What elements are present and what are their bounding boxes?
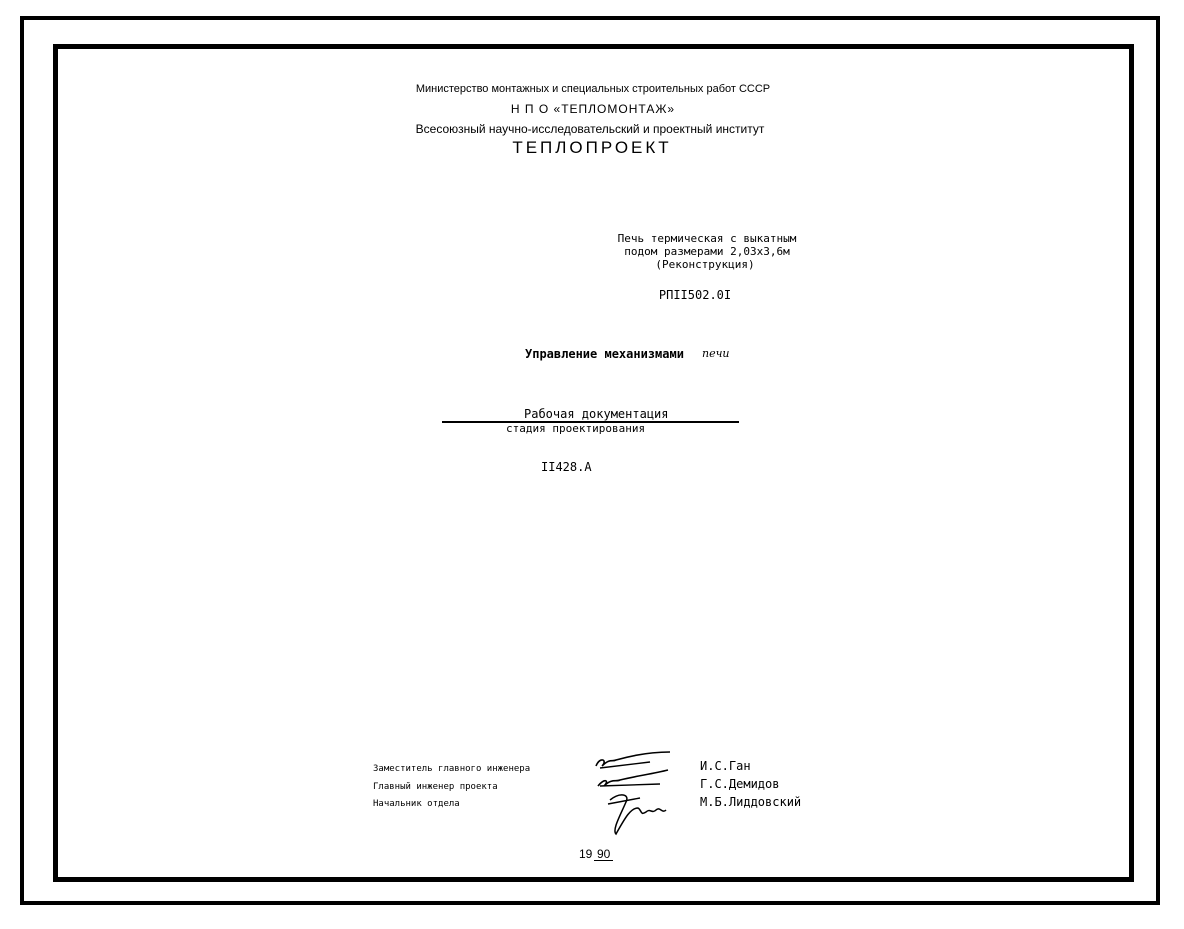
signatures-handwritten [590,750,680,840]
section-title-handwritten: печи [702,347,730,360]
project-title-line2: подом размерами 2,03х3,6м [624,245,790,258]
npo-line: Н П О «ТЕПЛОМОНТАЖ» [510,102,676,116]
name-liddovsky: М.Б.Лиддовский [700,795,802,809]
name-gan: И.С.Ган [700,759,751,773]
name-demidov: Г.С.Демидов [700,777,780,791]
year-suffix: 90 [594,848,613,861]
stage-caption: стадия проектирования [506,422,646,435]
document-number: II428.А [541,460,592,474]
institute-line: Всесоюзный научно-исследовательский и проектный институт [415,122,765,136]
org-name: ТЕПЛОПРОЕКТ [512,138,672,157]
role-department-head: Начальник отдела [373,799,460,809]
project-code: РПII502.0I [658,288,732,302]
role-chief-project-engineer: Главный инженер проекта [373,782,498,792]
section-title: Управление механизмами [525,347,684,361]
ministry-line: Министерство монтажных и специальных строительных работ СССР [415,83,771,95]
role-deputy-chief-engineer: Заместитель главного инженера [373,764,531,774]
year-prefix: 19 [579,847,593,861]
project-title-line3: (Реконструкция) [655,258,755,271]
stage-label: Рабочая документация [524,407,669,421]
project-title-line1: Печь термическая с выкатным [617,232,797,245]
